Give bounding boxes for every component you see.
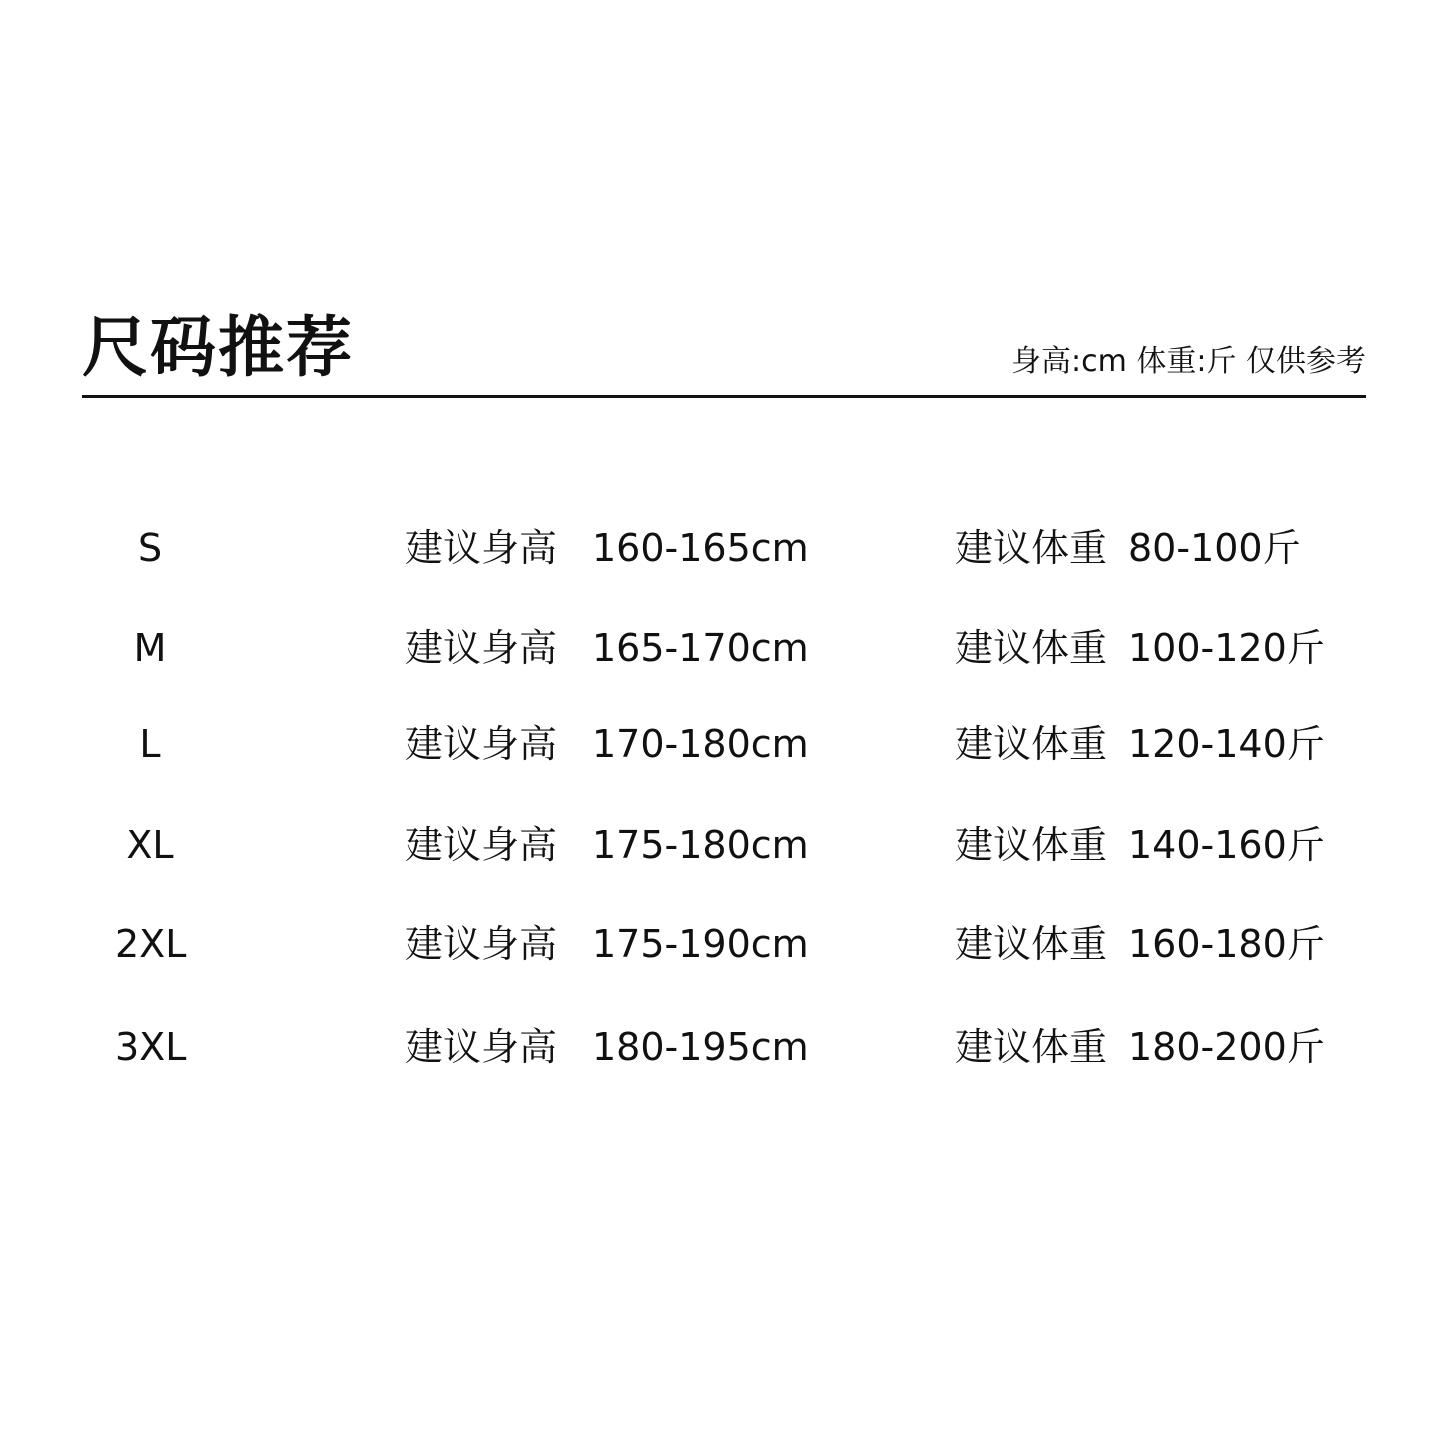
height-value: 165-170cm: [592, 626, 809, 670]
size-label: L: [139, 722, 161, 766]
height-label: 建议身高: [405, 823, 558, 867]
size-row-s: [0, 518, 1440, 578]
size-label: M: [133, 626, 167, 670]
weight-value: 80-100斤: [1128, 526, 1301, 570]
height-label: 建议身高: [405, 1025, 558, 1069]
size-row-3xl: [0, 1017, 1440, 1077]
size-label: 3XL: [115, 1025, 187, 1069]
weight-label: 建议体重: [955, 823, 1108, 867]
height-value: 160-165cm: [592, 526, 809, 570]
units-note: 身高:cm 体重:斤 仅供参考: [1010, 344, 1366, 379]
height-label: 建议身高: [405, 722, 558, 766]
size-row-xl: [0, 815, 1440, 875]
height-label: 建议身高: [405, 626, 558, 670]
page-title: 尺码推荐: [82, 309, 354, 386]
size-label: 2XL: [115, 922, 187, 966]
header-divider: [82, 395, 1366, 398]
weight-value: 120-140斤: [1128, 722, 1325, 766]
weight-label: 建议体重: [955, 626, 1108, 670]
weight-label: 建议体重: [955, 526, 1108, 570]
height-value: 175-180cm: [592, 823, 809, 867]
weight-label: 建议体重: [955, 922, 1108, 966]
size-row-m: [0, 618, 1440, 678]
weight-label: 建议体重: [955, 722, 1108, 766]
weight-value: 180-200斤: [1128, 1025, 1325, 1069]
size-chart-header: [82, 300, 1366, 400]
weight-label: 建议体重: [955, 1025, 1108, 1069]
height-value: 180-195cm: [592, 1025, 809, 1069]
size-label: S: [137, 526, 163, 570]
size-label: XL: [126, 823, 174, 867]
size-row-l: [0, 714, 1440, 774]
height-value: 170-180cm: [592, 722, 809, 766]
weight-value: 160-180斤: [1128, 922, 1325, 966]
weight-value: 140-160斤: [1128, 823, 1325, 867]
weight-value: 100-120斤: [1128, 626, 1325, 670]
height-label: 建议身高: [405, 526, 558, 570]
height-label: 建议身高: [405, 922, 558, 966]
size-row-2xl: [0, 914, 1440, 974]
height-value: 175-190cm: [592, 922, 809, 966]
